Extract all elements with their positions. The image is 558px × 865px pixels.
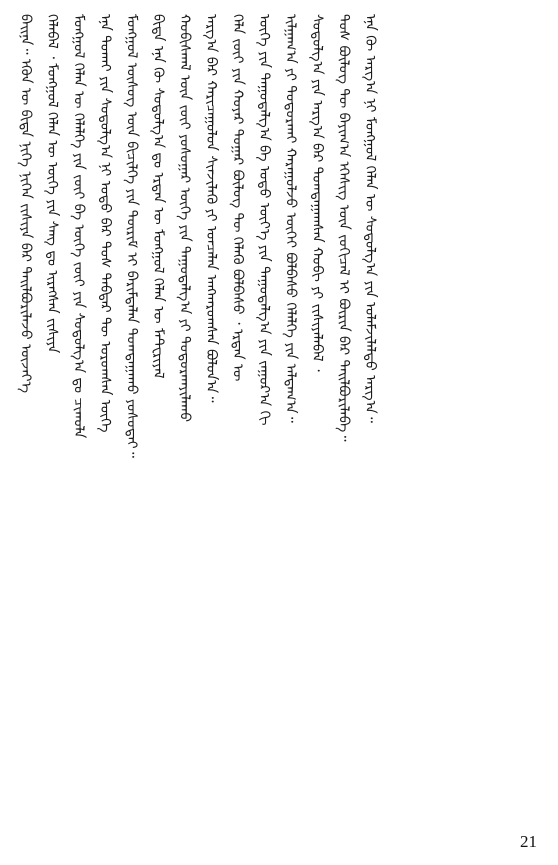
text-column: ᠪᠠᠢᠨᠠ᠃ ᠡᠭᠦᠨ ᠦ ᠪᠢᠳᠡ ᠨᠢᠭᠡ ᠨᠢᠭᠡᠨ ᠵᠢᠱᠢᠶᠡ ᠪᠡᠷ ᠲᠠᠢᠯᠪᠤᠷᠢᠯᠠᠵᠤ ᠦᠵᠡᠶ᠎ᠡ — [17, 14, 34, 394]
text-column: ᠬᠤᠪᠢᠰᠬᠠᠯ ᠦᠨ ᠵᠦᠢ ᠶᠣᠰᠣᠭᠠᠷ ᠦᠭᠡ ᠶᠢᠨ ᠳᠠᠭᠤᠳᠠᠯᠭ᠎ᠠ ᠶᠢ ᠲᠣᠳᠣᠷᠬᠠᠶᠢᠯᠠᠬᠤ — [176, 14, 193, 422]
text-column: ᠪᠢᠳᠡ ᠡᠨᠡ ᠬᠦ ᠰᠤᠳᠤᠯᠭ᠎ᠠ ᠳᠤ ᠡᠷᠲᠡᠨ ᠦ ᠮᠣᠩᠭᠣᠯ ᠬᠡᠯᠡᠨ ᠦ ᠮᠠᠲ᠋ᠧᠷᠢᠶᠠᠯ — [150, 14, 166, 379]
text-column: ᠲᠤᠰ ᠪᠦᠯᠦᠭ ᠲᠦ ᠪᠠᠶᠢᠭ᠎ᠠ ᠡᠭᠡᠰᠢᠭ ᠦᠨ ᠵᠣᠬᠢᠴᠠᠯ ᠢ ᠪᠦᠷᠢᠨ ᠪᠠᠷ ᠲᠠᠢᠯᠪᠤᠷᠢᠯᠠᠪᠠ᠃ — [335, 14, 352, 442]
text-column: ᠢᠯᠭᠠᠭ᠎ᠠ ᠶᠢ ᠲᠣᠳᠣᠷᠬᠠᠢ ᠬᠠᠷᠠᠭᠤᠯᠵᠤ ᠦᠭᠡᠢ ᠪᠣᠯᠪᠠᠰᠤ ᠬᠡᠯᠡᠯᠭᠡ ᠶᠢᠨ ᠠᠯᠳᠠᠭ᠎ᠠ᠃ — [282, 14, 299, 423]
text-column: ᠮᠣᠩᠭᠣᠯ ᠦᠰᠦᠭ ᠦᠨ ᠪᠢᠴᠢᠯᠭᠡ ᠶᠢᠨ ᠳᠦᠷᠢᠮ ᠢ ᠪᠠᠷᠢᠮᠲᠠᠯᠠᠨ ᠲᠣᠭᠲᠠᠭᠠᠬᠤ ᠶᠤᠰᠤᠲᠠᠢ᠃ — [123, 14, 140, 458]
text-column: ᠬᠡᠯᠡ ᠵᠦᠢ ᠶᠢᠨ ᠬᠣᠶᠠᠷ ᠳᠤᠭᠠᠷ ᠪᠦᠯᠦᠭ ᠲᠦ ᠬᠡᠯᠡᠬᠦ ᠪᠣᠯᠪᠠᠰᠤ ᠂ ᠡᠷᠲᠡᠨ ᠦ — [229, 14, 246, 382]
text-column: ᠮᠣᠩᠭᠣᠯ ᠬᠡᠯᠡᠨ ᠦ ᠬᠡᠯᠡᠯᠭᠡ ᠶᠢᠨ ᠵᠦᠢ ᠪᠠ ᠦᠭᠡ ᠵᠦᠢ ᠶᠢᠨ ᠰᠤᠳᠤᠯᠭ᠎ᠠ ᠳᠤ ᠴᠢᠬᠤᠯᠠ — [70, 14, 87, 439]
text-column: ᠦᠭᠡ ᠶᠢᠨ ᠳᠠᠭᠤᠳᠠᠯᠭ᠎ᠠ ᠪᠠ ᠣᠳᠣ ᠦᠶ᠎ᠡ ᠶᠢᠨ ᠳᠠᠭᠤᠳᠠᠯᠭ᠎ᠠ ᠶᠢᠨ ᠵᠠᠭᠤᠷ᠎ᠠ ᠬᠢ — [256, 14, 272, 426]
text-column: ᠠᠷᠭ᠎ᠠ ᠪᠠᠷ ᠬᠠᠷᠢᠴᠠᠭᠤᠯᠤᠨ ᠰᠢᠨᠵᠢᠯᠡᠬᠦ ᠶᠢ ᠣᠨᠴᠠᠯᠠᠨ ᠠᠩᠬᠠᠷᠤᠭᠰᠠᠨ ᠪᠣᠯᠤᠨ᠎ᠠ᠃ — [203, 14, 219, 403]
text-column: ᠬᠡᠯᠡᠪᠡᠯ ᠂ ᠮᠣᠩᠭᠣᠯ ᠬᠡᠯᠡᠨ ᠦ ᠦᠭᠡ ᠶᠢᠨ ᠰᠠᠩ ᠳᠤ ᠢᠷᠡᠭᠰᠡᠨ ᠵᠢᠱᠢᠶᠡ — [44, 14, 60, 354]
page-number: 21 — [520, 832, 537, 851]
text-column: ᠰᠤᠳᠤᠯᠭ᠎ᠠ ᠶᠢᠨ ᠠᠷᠭ᠎ᠠ ᠪᠠᠷ ᠲᠣᠭᠲᠠᠭᠠᠭᠰᠠᠨ ᠬᠤᠪᠢ ᠶᠢ ᠵᠢᠱᠢᠶᠡᠯᠡᠪᠡᠯ ᠂ — [309, 14, 325, 372]
vertical-text-block — [12, 14, 546, 830]
text-column: ᠡᠨᠡ ᠬᠦ ᠠᠷᠭ᠎ᠠ ᠨᠢ ᠮᠣᠩᠭᠣᠯ ᠬᠡᠯᠡᠨ ᠦ ᠰᠤᠳᠤᠯᠭ᠎ᠠ ᠶᠢᠨ ᠤᠯᠠᠮᠵᠢᠯᠠᠯᠲᠤ ᠠᠷᠭ᠎ᠠ᠃ — [362, 14, 378, 423]
text-column: ᠡᠨᠡ ᠲᠤᠬᠠᠢ ᠶᠢᠨ ᠰᠤᠳᠤᠯᠭ᠎ᠠ ᠨᠢ ᠣᠳᠣ ᠪᠡᠷ ᠲᠤᠰ ᠳᠡᠪᠲᠡᠷ ᠲᠦ ᠣᠷᠣᠭᠰᠠᠨ ᠦᠭᠡ — [97, 14, 113, 433]
